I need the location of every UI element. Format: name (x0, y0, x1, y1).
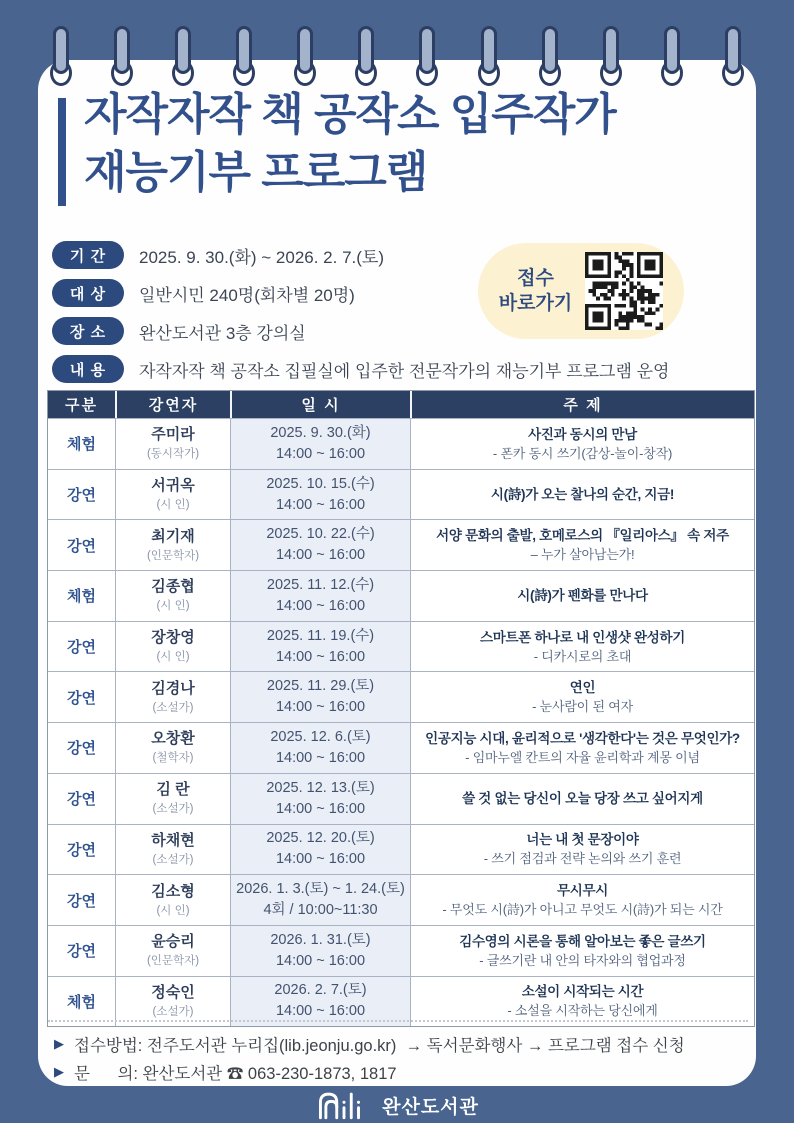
cell-datetime (230, 419, 410, 469)
header-datetime: 일 시 (230, 391, 410, 418)
ring-pin (53, 26, 69, 74)
speaker-role: (시 인) (156, 499, 190, 512)
ring-pin (542, 26, 558, 74)
cell-topic (410, 622, 754, 672)
speaker-name: 김경나 (151, 679, 195, 697)
session-time: 14:00 ~ 16:00 (275, 1003, 366, 1020)
table-row (48, 570, 754, 621)
cell-category (48, 926, 115, 976)
topic-title: 무시무시 (557, 883, 608, 899)
session-date: 2026. 1. 3.(토) ~ 1. 24.(토) (236, 881, 405, 898)
table-row (48, 418, 754, 469)
category-value: 체험 (67, 436, 96, 454)
cell-datetime (230, 571, 410, 621)
session-date: 2026. 2. 7.(토) (274, 982, 367, 999)
cell-category (48, 571, 115, 621)
cell-datetime (230, 875, 410, 925)
header-category: 구분 (65, 397, 98, 414)
cell-category (48, 520, 115, 570)
title-accent-bar (58, 98, 66, 206)
footer-notes (54, 1030, 744, 1086)
session-date: 2026. 1. 31.(토) (270, 931, 371, 948)
binder-ring (661, 26, 683, 86)
session-time: 14:00 ~ 16:00 (275, 699, 366, 716)
cell-datetime (230, 622, 410, 672)
content-value: 자작자작 책 공작소 집필실에 입주한 전문작가의 재능기부 프로그램 운영 (139, 361, 670, 381)
category-value: 강연 (67, 740, 96, 758)
cell-topic (410, 875, 754, 925)
session-date: 2025. 11. 29.(토) (266, 678, 375, 695)
session-time: 14:00 ~ 16:00 (275, 547, 366, 564)
topic-subtitle: - 쓰기 점검과 전략 논의와 쓰기 훈련 (483, 851, 682, 867)
cell-category (48, 622, 115, 672)
table-row (48, 621, 754, 672)
category-value: 강연 (67, 841, 96, 859)
spiral-binding (50, 26, 744, 86)
session-time: 14:00 ~ 16:00 (275, 800, 366, 817)
binder-ring (478, 26, 500, 86)
library-brand (0, 1089, 794, 1121)
ring-pin (236, 26, 252, 74)
binder-ring (50, 26, 72, 86)
cell-speaker (115, 875, 230, 925)
session-time: 14:00 ~ 16:00 (275, 496, 366, 513)
category-value: 강연 (67, 487, 96, 505)
place-label-pill: 장 소 (52, 317, 124, 345)
binder-ring (172, 26, 194, 86)
session-date: 2025. 12. 6.(토) (270, 728, 371, 745)
category-value: 강연 (67, 639, 96, 657)
topic-subtitle: - 무엇도 시(詩)가 아니고 무엇도 시(詩)가 되는 시간 (442, 902, 723, 918)
registration-method-line (54, 1030, 744, 1058)
cell-topic (410, 825, 754, 875)
category-value: 강연 (67, 689, 96, 707)
cell-speaker (115, 622, 230, 672)
cell-category (48, 419, 115, 469)
session-time: 14:00 ~ 16:00 (275, 749, 366, 766)
qr-label (499, 266, 572, 316)
cell-category (48, 825, 115, 875)
topic-title: 인공지능 시대, 윤리적으로 '생각한다'는 것은 무엇인가? (425, 730, 740, 746)
cell-datetime (230, 825, 410, 875)
registration-method-text: 접수방법: 전주도서관 누리집(lib.jeonju.go.kr) → 독서문화행사 → 프로그램 접수 신청 (74, 1037, 685, 1055)
binder-ring (416, 26, 438, 86)
cell-topic (410, 470, 754, 520)
ring-pin (481, 26, 497, 74)
dotted-divider (48, 1020, 748, 1022)
cell-category (48, 672, 115, 722)
table-row (48, 874, 754, 925)
speaker-role: (인문학자) (146, 549, 200, 562)
cell-topic (410, 571, 754, 621)
cell-topic (410, 774, 754, 824)
topic-subtitle: - 소설을 시작하는 당신에게 (507, 1003, 658, 1019)
ring-pin (358, 26, 374, 74)
triangle-bullet-icon: ▶ (54, 1064, 64, 1079)
inquiry-line (54, 1058, 744, 1086)
cell-datetime (230, 926, 410, 976)
ring-pin (175, 26, 191, 74)
topic-title: 서양 문화의 출발, 호메로스의 『일리아스』 속 저주 (436, 528, 729, 544)
cell-topic (410, 520, 754, 570)
category-value: 강연 (67, 537, 96, 555)
table-row (48, 671, 754, 722)
registration-qr-box (478, 243, 684, 339)
speaker-name: 정숙인 (151, 983, 195, 1001)
speaker-name: 윤승리 (151, 933, 195, 951)
ring-pin (419, 26, 435, 74)
category-value: 강연 (67, 791, 96, 809)
topic-title: 너는 내 첫 문장이야 (526, 832, 639, 848)
session-time: 14:00 ~ 16:00 (275, 648, 366, 665)
binder-ring (233, 26, 255, 86)
speaker-role: (철학자) (152, 752, 194, 765)
cell-speaker (115, 672, 230, 722)
cell-datetime (230, 977, 410, 1027)
target-value: 일반시민 240명(회차별 20명) (139, 285, 355, 305)
ring-pin (664, 26, 680, 74)
cell-speaker (115, 470, 230, 520)
page-title (84, 86, 738, 202)
topic-title: 시(詩)가 오는 찰나의 순간, 지금! (490, 487, 675, 503)
cell-speaker (115, 825, 230, 875)
schedule-table-body (48, 418, 754, 1026)
period-value: 2025. 9. 30.(화) ~ 2026. 2. 7.(토) (139, 247, 385, 267)
title-block (58, 86, 738, 202)
table-row (48, 469, 754, 520)
header-speaker: 강연자 (115, 391, 230, 418)
cell-topic (410, 926, 754, 976)
library-name: 완산도서관 (382, 1096, 479, 1118)
speaker-role: (소설가) (152, 1005, 194, 1018)
speaker-role: (시 인) (156, 904, 190, 917)
table-row (48, 925, 754, 976)
session-date: 2025. 12. 13.(토) (266, 779, 375, 796)
cell-topic (410, 419, 754, 469)
session-time: 14:00 ~ 16:00 (275, 445, 366, 462)
topic-subtitle: - 임마누엘 칸트의 자율 윤리학과 계몽 이념 (465, 749, 700, 765)
cell-category (48, 774, 115, 824)
topic-title: 쓸 것 없는 당신이 오늘 당장 쓰고 싶어지게 (462, 791, 703, 807)
cell-category (48, 723, 115, 773)
session-time: 14:00 ~ 16:00 (275, 952, 366, 969)
triangle-bullet-icon: ▶ (54, 1036, 64, 1051)
session-date: 2025. 11. 12.(수) (266, 576, 375, 593)
target-label-pill: 대 상 (52, 279, 124, 307)
session-time: 4회 / 10:00~11:30 (263, 902, 378, 919)
cell-speaker (115, 520, 230, 570)
speaker-name: 장창영 (151, 629, 195, 647)
topic-subtitle: - 눈사람이 된 여자 (532, 699, 633, 715)
cell-speaker (115, 774, 230, 824)
ring-pin (725, 26, 741, 74)
speaker-role: (소설가) (152, 853, 194, 866)
cell-datetime (230, 774, 410, 824)
category-value: 강연 (67, 943, 96, 961)
binder-ring (539, 26, 561, 86)
page-title-line2: 재능기부 프로그램 (84, 148, 428, 198)
speaker-name: 김종협 (151, 578, 195, 596)
cell-category (48, 875, 115, 925)
speaker-role: (소설가) (152, 701, 194, 714)
speaker-name: 주미라 (151, 426, 195, 444)
cell-datetime (230, 672, 410, 722)
speaker-role: (인문학자) (146, 955, 200, 968)
speaker-role: (시 인) (156, 600, 190, 613)
binder-ring (294, 26, 316, 86)
table-row (48, 976, 754, 1027)
qr-code (585, 252, 663, 330)
page-title-line1: 자작자작 책 공작소 입주작가 (84, 90, 616, 139)
ring-pin (297, 26, 313, 74)
session-time: 14:00 ~ 16:00 (275, 851, 366, 868)
topic-title: 연인 (569, 680, 596, 696)
speaker-name: 김소형 (151, 882, 195, 900)
schedule-table-header (48, 391, 754, 418)
category-value: 강연 (67, 892, 96, 910)
topic-subtitle: - 디카시로의 초대 (533, 648, 632, 664)
ring-pin (603, 26, 619, 74)
place-value: 완산도서관 3층 강의실 (139, 323, 306, 343)
speaker-name: 최기재 (151, 527, 195, 545)
binder-ring (722, 26, 744, 86)
period-label-pill: 기 간 (52, 241, 124, 269)
session-date: 2025. 12. 20.(토) (266, 830, 375, 847)
qr-label-line1: 접수 (517, 268, 554, 289)
schedule-table (47, 390, 755, 1027)
cell-category (48, 977, 115, 1027)
cell-datetime (230, 520, 410, 570)
speaker-role: (동시작가) (146, 448, 200, 461)
cell-speaker (115, 977, 230, 1027)
cell-topic (410, 977, 754, 1027)
topic-title: 시(詩)가 펜화를 만나다 (517, 588, 648, 604)
cell-category (48, 470, 115, 520)
wansan-library-logo-icon (315, 1089, 373, 1121)
speaker-role: (소설가) (152, 803, 194, 816)
cell-datetime (230, 723, 410, 773)
topic-title: 스마트폰 하나로 내 인생샷 완성하기 (480, 629, 685, 645)
qr-label-line2: 바로가기 (498, 293, 573, 314)
session-date: 2025. 10. 15.(수) (266, 475, 375, 492)
session-date: 2025. 9. 30.(화) (270, 424, 371, 441)
cell-topic (410, 672, 754, 722)
session-date: 2025. 10. 22.(수) (266, 526, 375, 543)
speaker-role: (시 인) (156, 651, 190, 664)
topic-subtitle: - 폰카 동시 쓰기(감상-놀이-창작) (492, 445, 673, 461)
session-date: 2025. 11. 19.(수) (266, 627, 375, 644)
binder-ring (600, 26, 622, 86)
ring-pin (114, 26, 130, 74)
info-row-content (52, 355, 742, 383)
cell-speaker (115, 723, 230, 773)
topic-title: 소설이 시작되는 시간 (521, 984, 644, 1000)
cell-speaker (115, 571, 230, 621)
speaker-name: 서귀옥 (151, 477, 195, 495)
cell-datetime (230, 470, 410, 520)
cell-topic (410, 723, 754, 773)
inquiry-text: 문 의: 완산도서관 ☎ 063-230-1873, 1817 (74, 1065, 397, 1083)
session-time: 14:00 ~ 16:00 (275, 597, 366, 614)
table-row (48, 824, 754, 875)
speaker-name: 하채현 (151, 831, 195, 849)
cell-speaker (115, 926, 230, 976)
topic-title: 김수영의 시론을 통해 알아보는 좋은 글쓰기 (459, 933, 706, 949)
header-topic: 주 제 (410, 391, 754, 418)
table-row (48, 773, 754, 824)
speaker-name: 오창환 (151, 730, 195, 748)
binder-ring (355, 26, 377, 86)
topic-title: 사진과 동시의 만남 (528, 426, 637, 442)
topic-subtitle: - 글쓰기란 내 안의 타자와의 협업과정 (479, 952, 686, 968)
cell-speaker (115, 419, 230, 469)
table-row (48, 722, 754, 773)
category-value: 체험 (67, 993, 96, 1011)
topic-subtitle: – 누가 살아남는가! (530, 547, 635, 563)
table-row (48, 519, 754, 570)
speaker-name: 김 란 (156, 781, 190, 799)
binder-ring (111, 26, 133, 86)
category-value: 체험 (67, 588, 96, 606)
content-label-pill: 내 용 (52, 355, 124, 383)
